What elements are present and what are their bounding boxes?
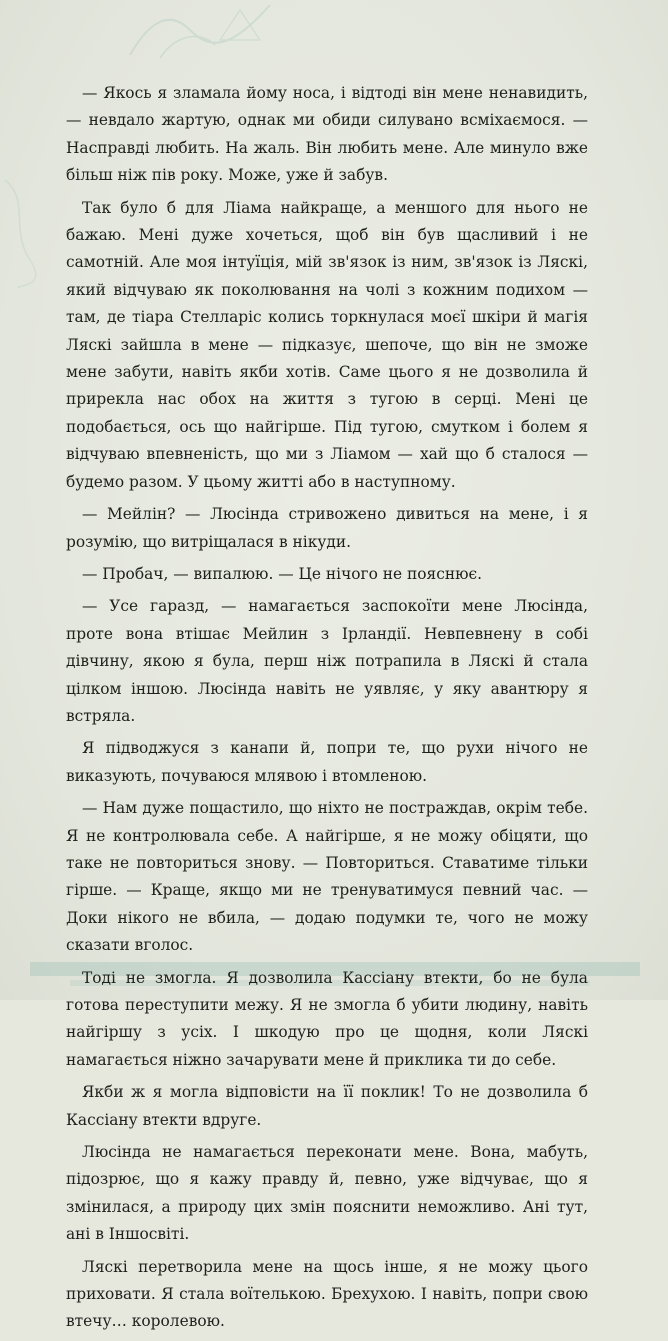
paragraph: Люсінда не намагається переконати мене. Вона, мабуть, підозрює, що я кажу правду й, певно, уже відчуває, що я змінилася, а природу цих змін пояснити неможливо. Ані тут, ані в Іншосвіті. (66, 1143, 588, 1244)
paragraph: — Мейлін? — Люсінда стривожено дивиться на мене, і я розумію, що витріщалася в нікуди. (66, 505, 588, 551)
paragraph: Я підводжуся з канапи й, попри те, що рухи нічого не виказують, почуваюся млявою і втомленою. (66, 739, 588, 785)
show-through-ornament (0, 170, 40, 290)
body-text (66, 80, 588, 1341)
paragraph: Так було б для Ліама найкраще, а меншого для нього не бажаю. Мені дуже хочеться, щоб він був щасливий і не самотній. Але моя інтуїція, мій зв'язок із ним, зв'язок із Ляскі, який відчуваю як поколювання на чолі з кожним подихом — там, де тіара Стелларіс колись торкнулася моєї шкіри й магія Ляскі зайшла в мене — підказує, шепоче, що він не зможе мене забути, навіть якби хотів. Саме цього я не дозволила й прирекла нас обох на життя з тугою в серці. Мені це подобається, ось що найгірше. Під тугою, смутком і болем я відчуваю впевненість, що ми з Ліамом — хай що б сталося — будемо разом. У цьому житті або в наступному. (66, 198, 588, 491)
paragraph: — Якось я зламала йому носа, і відтоді він мене ненавидить, — невдало жартую, однак ми обиди силувано всміхаємося. — Насправді любить. На жаль. Він любить мене. Але минуло вже більш ніж пів року. Може, уже й забув. (66, 84, 588, 185)
paragraph: Якби ж я могла відповісти на її поклик! То не дозволила б Кассіану втекти вдруге. (66, 1083, 588, 1129)
show-through-illustration (120, 0, 280, 60)
paragraph: — Нам дуже пощастило, що ніхто не постраждав, окрім тебе. Я не контролювала себе. А найгірше, я не можу обіцяти, що таке не повториться знову. — Повториться. Ставатиме тільки гірше. — Краще, якщо ми не тренуватимуся певний час. — Доки нікого не вбила, — додаю подумки те, чого не можу сказати вголос. (66, 799, 588, 955)
paragraph: — Усе гаразд, — намагається заспокоїти мене Люсінда, проте вона втішає Мейлин з Ірландії. Невпевнену в собі дівчину, якою я була, перш ніж потрапила в Ляскі й стала цілком іншою. Люсінда навіть не уявляє, у яку авантюру я встряла. (66, 597, 588, 725)
paragraph: Тоді не змогла. Я дозволила Кассіану втекти, бо не була готова переступити межу. Я не змогла б убити людину, навіть найгіршу з усіх. І шкодую про це щодня, коли Ляскі намагається ніжно зачарувати мене й приклика ти до себе. (66, 968, 588, 1069)
paragraph: — Пробач, — випалюю. — Це нічого не пояснює. (82, 564, 483, 583)
paragraph: Ляскі перетворила мене на щось інше, я не можу цього приховати. Я стала воїтелькою. Брехухою. І навіть, попри свою втечу… королевою. (66, 1257, 588, 1331)
